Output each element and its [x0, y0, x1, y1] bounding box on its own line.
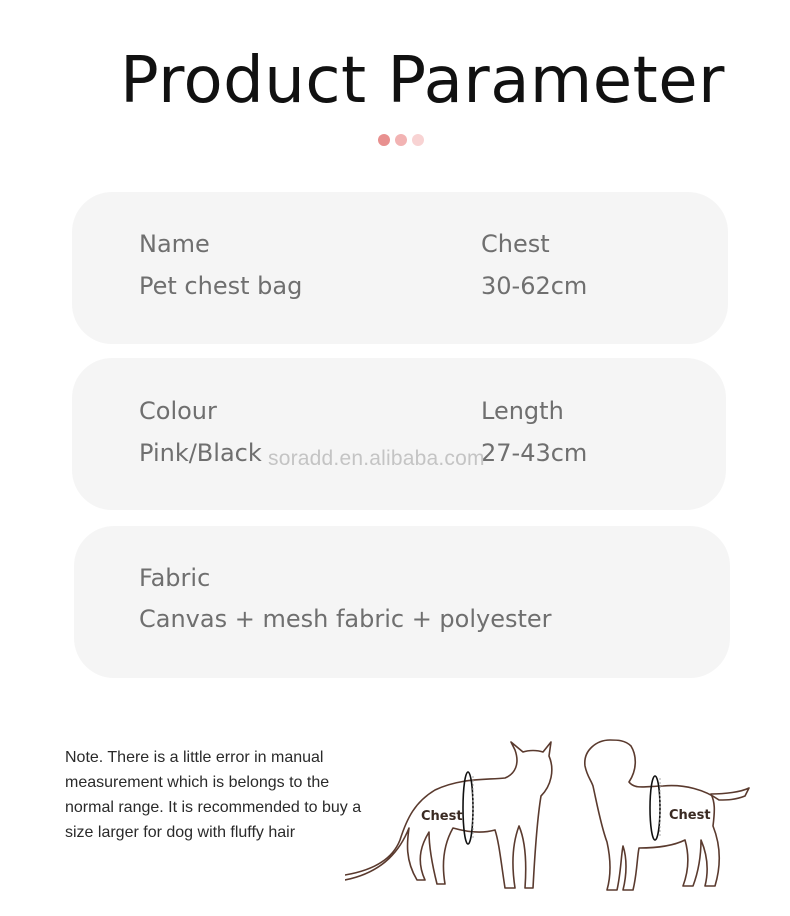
accent-dot: [378, 134, 390, 146]
param-card-name-chest: [72, 192, 728, 344]
measurement-note: Note. There is a little error in manual measurement which is belongs to the normal range. It is recommended to buy a size larger for dog with fluffy hair: [65, 749, 362, 841]
param-card-fabric: [74, 526, 730, 678]
dog-chest-label: Chest: [669, 808, 711, 823]
accent-dot: [395, 134, 407, 146]
dog-outline-icon: [585, 740, 749, 890]
param-value-length: 27-43cm: [481, 439, 588, 467]
param-value-name: Pet chest bag: [139, 272, 303, 300]
cat-chest-label: Chest: [421, 809, 463, 824]
param-value-fabric: Canvas + mesh fabric + polyester: [139, 605, 552, 633]
accent-dots: [378, 134, 424, 146]
watermark-text: soradd.en.alibaba.com: [268, 447, 485, 470]
param-label-chest: Chest: [481, 230, 550, 258]
param-value-chest: 30-62cm: [481, 272, 588, 300]
param-label-colour: Colour: [139, 397, 217, 425]
param-value-colour: Pink/Black: [139, 439, 262, 467]
param-label-fabric: Fabric: [139, 564, 211, 592]
param-label-length: Length: [481, 397, 564, 425]
cat-chest-strap-icon: [463, 772, 473, 844]
param-card-colour-length: [72, 358, 726, 510]
pet-measurement-diagram: [345, 730, 755, 900]
param-label-name: Name: [139, 230, 210, 258]
accent-dot: [412, 134, 424, 146]
page-title: Product Parameter: [120, 44, 725, 118]
